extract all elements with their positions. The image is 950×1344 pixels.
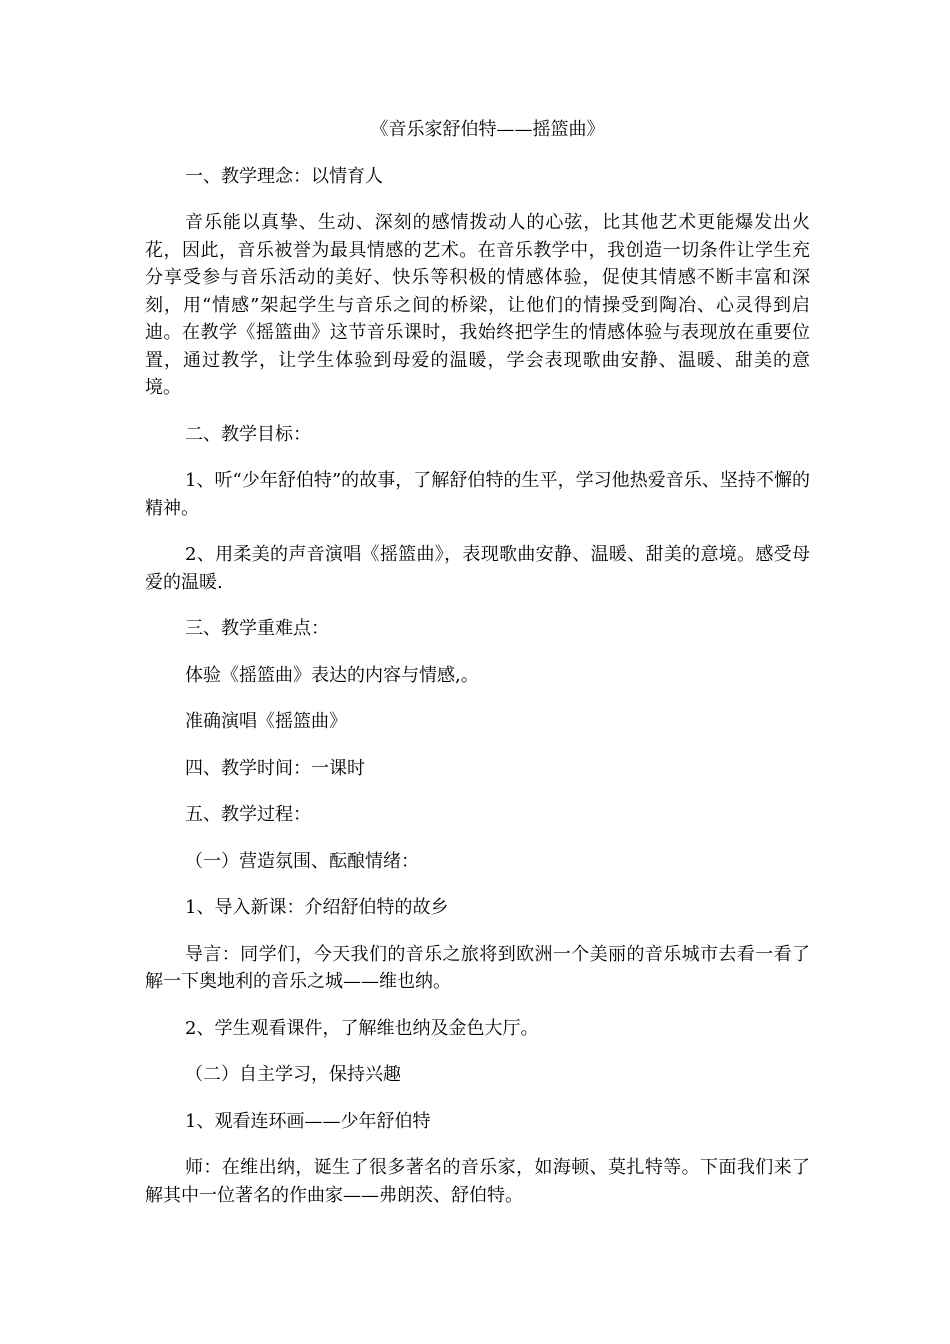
key-point-2: 准确演唱《摇篮曲》	[185, 711, 347, 732]
document-body	[145, 116, 810, 1228]
step-watch-courseware: 2、学生观看课件，了解维也纳及金色大厅。	[185, 1017, 539, 1039]
section-heading-teaching-goals: 二、教学目标：	[185, 423, 311, 445]
section-heading-teaching-time: 四、教学时间：一课时	[185, 757, 365, 779]
step-introduce-new-lesson: 1、导入新课：介绍舒伯特的故乡	[185, 897, 449, 918]
paragraph-goal-1: 1、听“少年舒伯特”的故事，了解舒伯特的生平，学习他热爱音乐、坚持不懈的精神。	[145, 470, 810, 519]
paragraph-teaching-concept: 音乐能以真挚、生动、深刻的感情拨动人的心弦，比其他艺术更能爆发出火花，因此，音乐被誉为最具情感的艺术。在音乐教学中，我创造一切条件让学生充分享受参与音乐活动的美好、快乐等积极的情感体验，促使其情感不断丰富和深刻，用“情感”架起学生与音乐之间的桥梁，让他们的情操受到陶冶、心灵得到启迪。在教学《摇篮曲》这节音乐课时，我始终把学生的情感体验与表现放在重要位置，通过教学，让学生体验到母爱的温暖，学会表现歌曲安静、温暖、甜美的意境。	[145, 212, 810, 398]
paragraph-teacher-speech: 师：在维出纳，诞生了很多著名的音乐家，如海顿、莫扎特等。下面我们来了解其中一位著名的作曲家——弗朗茨、舒伯特。	[145, 1157, 810, 1206]
section-heading-teaching-process: 五、教学过程：	[185, 804, 311, 825]
step-watch-comic: 1、观看连环画——少年舒伯特	[185, 1110, 431, 1132]
document-title: 《音乐家舒伯特——摇篮曲》	[370, 119, 605, 140]
section-heading-key-points: 三、教学重难点：	[185, 618, 329, 639]
paragraph-goal-2: 2、用柔美的声音演唱《摇篮曲》，表现歌曲安静、温暖、甜美的意境。感受母爱的温暖.	[145, 544, 810, 593]
section-heading-teaching-concept: 一、教学理念：以情育人	[185, 165, 383, 187]
paragraph-introduction: 导言：同学们，今天我们的音乐之旅将到欧洲一个美丽的音乐城市去看一看了解一下奥地利的音乐之城——维也纳。	[145, 943, 810, 992]
subsection-heading-self-study: （二）自主学习，保持兴趣	[185, 1064, 401, 1085]
key-point-1: 体验《摇篮曲》表达的内容与情感,。	[185, 664, 479, 686]
subsection-heading-atmosphere: （一）营造氛围、酝酿情绪：	[185, 850, 419, 872]
